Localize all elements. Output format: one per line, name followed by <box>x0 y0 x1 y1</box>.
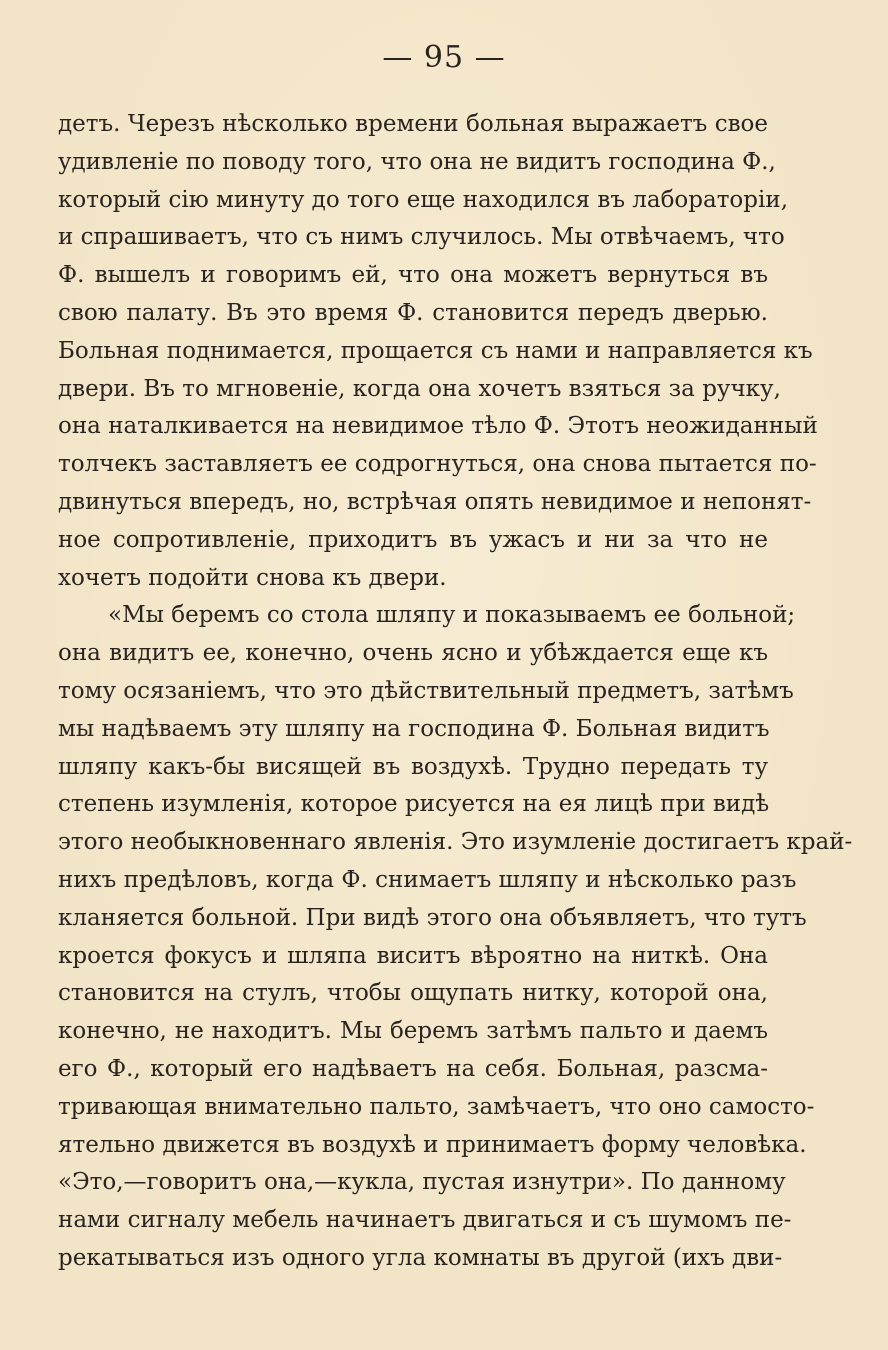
text-line: тривающая внимательно пальто, замѣчаетъ, что оно самосто- <box>58 1093 815 1120</box>
text-line: нами сигналу мебель начинаетъ двигаться и съ шумомъ пе- <box>58 1207 792 1234</box>
text-line: ное сопротивленіе, приходитъ въ ужасъ и ни за что не <box>58 526 768 553</box>
text-line: «Это,—говоритъ она,—кукла, пустая изнутри». По данному <box>58 1169 786 1196</box>
text-line: рекатываться изъ одного угла комнаты въ другой (ихъ дви- <box>58 1244 783 1271</box>
text-line: тому осязаніемъ, что это дѣйствительный предметъ, затѣмъ <box>58 677 794 704</box>
text-line: его Ф., который его надѣваетъ на себя. Больная, разсма- <box>58 1055 768 1082</box>
text-line: двинуться впередъ, но, встрѣчая опять невидимое и непонят- <box>58 488 812 515</box>
text-line: который сію минуту до того еще находился въ лабораторіи, <box>58 186 789 213</box>
text-line: она наталкивается на невидимое тѣло Ф. Этотъ неожиданный <box>58 413 818 440</box>
text-line: удивленіе по поводу того, что она не видитъ господина Ф., <box>58 148 776 175</box>
text-line: конечно, не находитъ. Мы беремъ затѣмъ пальто и даемъ <box>58 1018 768 1045</box>
text-line: Больная поднимается, прощается съ нами и направляется къ <box>58 337 813 364</box>
text-line: шляпу какъ-бы висящей въ воздухѣ. Трудно передать ту <box>58 753 768 780</box>
text-line: нихъ предѣловъ, когда Ф. снимаетъ шляпу и нѣсколько разъ <box>58 866 797 893</box>
text-line: и спрашиваетъ, что съ нимъ случилось. Мы отвѣчаемъ, что <box>58 224 785 251</box>
paragraph-start-line: «Мы беремъ со стола шляпу и показываемъ ее больной; <box>108 602 796 629</box>
text-line: степень изумленія, которое рисуется на ея лицѣ при видѣ <box>58 791 770 818</box>
text-line: Ф. вышелъ и говоримъ ей, что она можетъ вернуться въ <box>58 262 768 289</box>
text-line: детъ. Черезъ нѣсколько времени больная выражаетъ свое <box>58 111 768 137</box>
text-line: кроется фокусъ и шляпа виситъ вѣроятно на ниткѣ. Она <box>58 942 768 969</box>
text-line: этого необыкновеннаго явленія. Это изумленіе достигаетъ край- <box>58 829 853 856</box>
body-text <box>58 106 853 1278</box>
text-line: она видитъ ее, конечно, очень ясно и убѣждается еще къ <box>58 640 768 667</box>
text-line: кланяется больной. При видѣ этого она объявляетъ, что тутъ <box>58 904 807 931</box>
text-line: мы надѣваемъ эту шляпу на господина Ф. Больная видитъ <box>58 715 770 742</box>
paragraph-end-line: хочетъ подойти снова къ двери. <box>58 564 447 591</box>
text-line: ятельно движется въ воздухѣ и принимаетъ форму человѣка. <box>58 1131 807 1158</box>
text-line: свою палату. Въ это время Ф. становится передъ дверью. <box>58 299 768 326</box>
text-line: двери. Въ то мгновеніе, когда она хочетъ взяться за ручку, <box>58 375 781 402</box>
page-number: — 95 — <box>382 40 506 75</box>
text-line: толчекъ заставляетъ ее содрогнуться, она снова пытается по- <box>58 451 817 478</box>
text-line: становится на стулъ, чтобы ощупать нитку, которой она, <box>58 980 768 1007</box>
